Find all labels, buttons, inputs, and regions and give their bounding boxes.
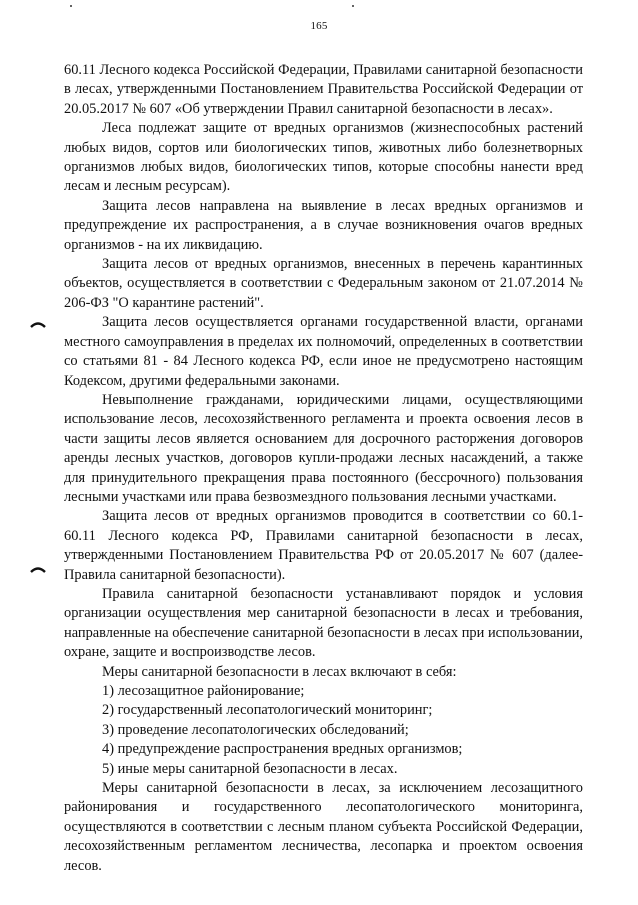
punch-hole-mark: [30, 565, 46, 573]
list-item: 1) лесозащитное районирование;: [102, 683, 305, 699]
closing-paragraph: Меры санитарной безопасности в лесах, за исключением лесозащитного районирования и государственного лесопатологического мониторинга, осуществляются в соответствии с лесным планом субъекта Российской Федерации, лесохозяйственным регламентом лесничества, лесопарка и проектом освоения лесов.: [64, 780, 583, 874]
paragraph: 60.11 Лесного кодекса Российской Федерации, Правилами санитарной безопасности в лесах, утвержденными Постановлением Правительства Российской Федерации от 20.05.2017 № 607 «Об утверждении Правил санитарной безопасности в лесах».: [64, 62, 583, 117]
list-item: 3) проведение лесопатологических обследований;: [102, 721, 409, 738]
list-item: 2) государственный лесопатологический мониторинг;: [102, 702, 433, 719]
document-body: [64, 61, 583, 876]
paragraph: Защита лесов осуществляется органами государственной власти, органами местного самоуправления в пределах их полномочий, определенных в соответствии со статьями 81 - 84 Лесного кодекса РФ, если иное не предусмотрено настоящим Кодексом, другими федеральными законами.: [64, 314, 583, 389]
list-item: 4) предупреждение распространения вредных организмов;: [102, 741, 463, 758]
scan-dot: [70, 5, 72, 7]
paragraph: Защита лесов от вредных организмов, внесенных в перечень карантинных объектов, осуществляется в соответствии с Федеральным законом от 21.07.2014 № 206-ФЗ "О карантине растений".: [64, 256, 583, 311]
paragraph: Защита лесов направлена на выявление в лесах вредных организмов и предупреждение их распространения, а в случае возникновения очагов вредных организмов - на их ликвидацию.: [64, 197, 583, 253]
page-number: 165: [310, 20, 328, 32]
punch-hole-mark: [30, 320, 46, 328]
list-item: 5) иные меры санитарной безопасности в лесах.: [102, 760, 398, 777]
paragraph: Леса подлежат защите от вредных организмов (жизнеспособных растений любых видов, сортов или биологических типов, животных либо болезнетворных организмов любых видов, биологических типов, которые способны нанести вред лесам и лесным ресурсам).: [64, 120, 583, 195]
scan-dot: [352, 5, 354, 7]
list-intro: Меры санитарной безопасности в лесах включают в себя:: [102, 663, 457, 680]
paragraph: Невыполнение гражданами, юридическими лицами, осуществляющими использование лесов, лесохозяйственного регламента и проекта освоения лесов в части защиты лесов является основанием для досрочного расторжения договоров аренды лесных участков, договоров купли-продажи лесных насаждений, а также для принудительного прекращения права постоянного (бессрочного) пользования лесными участками или права безвозмездного пользования лесными участками.: [64, 391, 583, 505]
paragraph: Защита лесов от вредных организмов проводится в соответствии со 60.1-60.11 Лесного кодекса РФ, Правилами санитарной безопасности в лесах, утвержденными Постановлением Правительства РФ от 20.05.2017 № 607 (далее-Правила санитарной безопасности).: [64, 508, 583, 583]
paragraph: Правила санитарной безопасности устанавливают порядок и условия организации осуществления мер санитарной безопасности в лесах и требования, направленные на обеспечение санитарной безопасности в лесах при использовании, охране, защите и воспроизводстве лесов.: [64, 585, 583, 661]
